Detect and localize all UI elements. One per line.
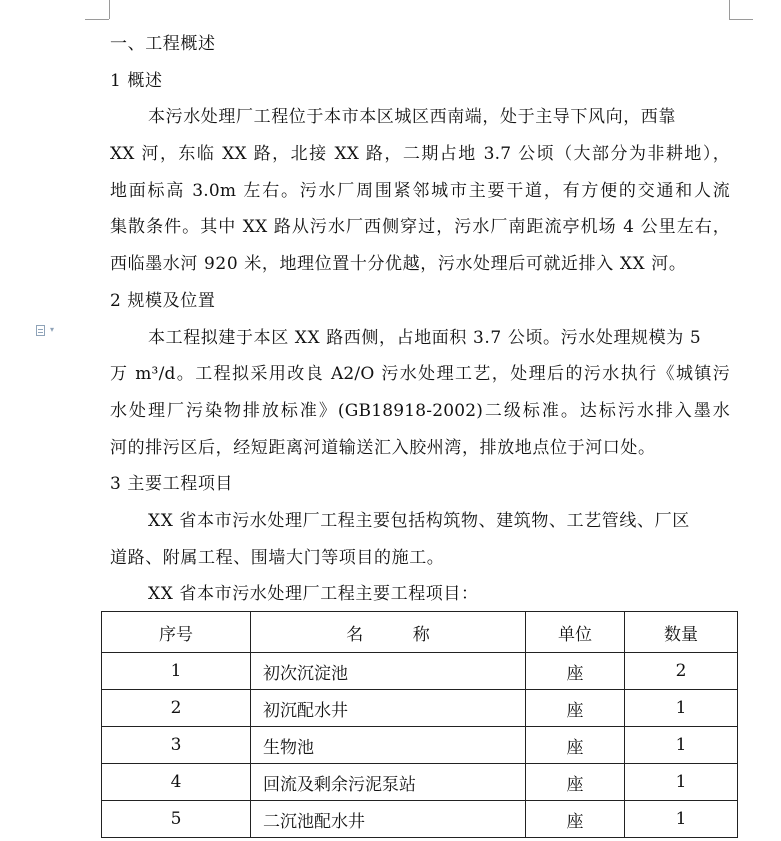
paragraph-line: 本工程拟建于本区 XX 路西侧，占地面积 3.7 公顷。污水处理规模为 5: [148, 327, 702, 348]
cell-qty: 2: [625, 653, 738, 690]
margin-mark-top-right-horizontal: [729, 19, 753, 20]
header-unit: 单位: [526, 612, 625, 653]
cell-unit: 座: [526, 727, 625, 764]
section-title-projects: 3 主要工程项目: [110, 474, 234, 495]
table-row: [102, 727, 738, 764]
chevron-down-icon: ▾: [50, 325, 55, 334]
cell-unit: 座: [526, 653, 625, 690]
table-row: [102, 764, 738, 801]
cell-name: 初沉配水井: [251, 690, 526, 727]
paragraph-line: 本污水处理厂工程位于本市本区城区西南端，处于主导下风向，西靠: [148, 107, 676, 128]
cell-qty: 1: [625, 764, 738, 801]
cell-name: 二沉池配水井: [251, 801, 526, 838]
header-qty: 数量: [625, 612, 738, 653]
margin-mark-top-left-horizontal: [85, 19, 109, 20]
paragraph-line: XX 省本市污水处理厂工程主要包括构筑物、建筑物、工艺管线、厂区: [148, 510, 690, 531]
section-title-scale: 2 规模及位置: [110, 290, 216, 311]
document-options-icon[interactable]: [36, 324, 60, 340]
cell-unit: 座: [526, 764, 625, 801]
table-row: [102, 801, 738, 838]
paragraph-line: 万 m³/d。工程拟采用改良 A2/O 污水处理工艺，处理后的污水执行《城镇污: [110, 364, 730, 385]
cell-qty: 1: [625, 727, 738, 764]
table-caption: XX 省本市污水处理厂工程主要工程项目：: [148, 584, 479, 605]
header-index: 序号: [102, 612, 251, 653]
cell-unit: 座: [526, 690, 625, 727]
table-row: [102, 690, 738, 727]
table-row: [102, 653, 738, 690]
section-title-overview: 1 概述: [110, 70, 163, 91]
cell-index: 2: [102, 690, 251, 727]
paragraph-line: 水处理厂污染物排放标准》(GB18918-2002)二级标准。达标污水排入墨水: [110, 400, 730, 421]
cell-name: 初次沉淀池: [251, 653, 526, 690]
heading-1: 一、工程概述: [110, 34, 216, 54]
paragraph-line: 集散条件。其中 XX 路从污水厂西侧穿过，污水厂南距流亭机场 4 公里左右，: [110, 217, 730, 238]
document-body: [110, 26, 730, 613]
paragraph-line: 河的排污区后，经短距离河道输送汇入胶州湾，排放地点位于河口处。: [110, 437, 656, 458]
margin-mark-top-left-vertical: [109, 0, 110, 19]
cell-unit: 座: [526, 801, 625, 838]
table-header-row: [102, 612, 738, 653]
project-items-table: [101, 611, 738, 838]
cell-index: 5: [102, 801, 251, 838]
paragraph-line: 西临墨水河 920 米，地理位置十分优越，污水处理后可就近排入 XX 河。: [110, 254, 687, 275]
paragraph-line: 地面标高 3.0m 左右。污水厂周围紧邻城市主要干道，有方便的交通和人流: [110, 180, 730, 201]
paragraph-line: XX 河，东临 XX 路，北接 XX 路，二期占地 3.7 公顷（大部分为非耕地），: [110, 144, 730, 165]
cell-index: 3: [102, 727, 251, 764]
cell-qty: 1: [625, 690, 738, 727]
cell-index: 4: [102, 764, 251, 801]
cell-name: 生物池: [251, 727, 526, 764]
header-name: 名 称: [251, 612, 526, 653]
page-icon: [36, 325, 45, 336]
cell-qty: 1: [625, 801, 738, 838]
cell-name: 回流及剩余污泥泵站: [251, 764, 526, 801]
margin-mark-top-right-vertical: [729, 0, 730, 19]
cell-index: 1: [102, 653, 251, 690]
paragraph-line: 道路、附属工程、围墙大门等项目的施工。: [110, 547, 445, 568]
